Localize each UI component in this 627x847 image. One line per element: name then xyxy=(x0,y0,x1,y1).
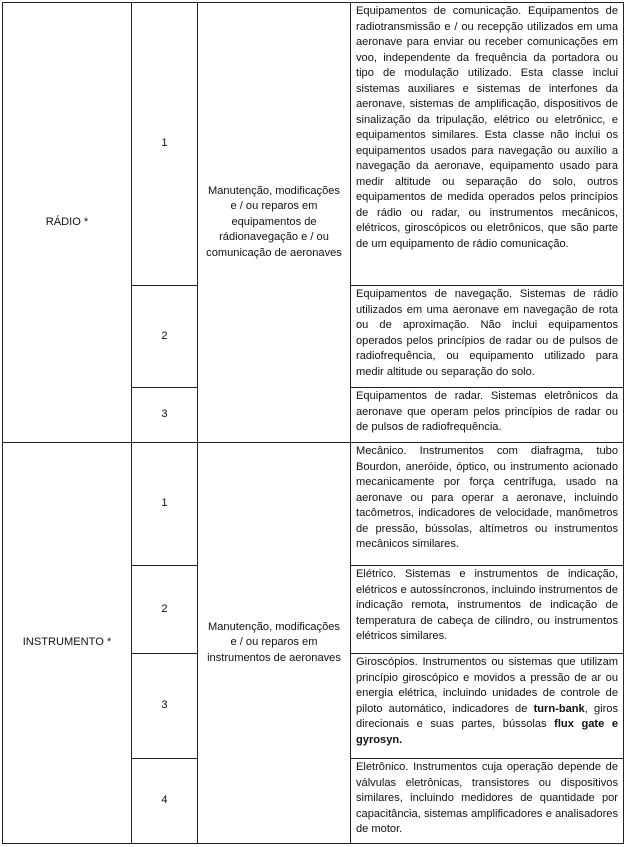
work-description-radio: Manutenção, modificações e / ou reparos em equipamentos de rádionavegação e / ou comunicação de aeronaves xyxy=(198,3,351,443)
desc-bold-term: turn-bank xyxy=(533,702,585,715)
ratings-table xyxy=(2,2,624,844)
category-instrument: INSTRUMENTO * xyxy=(3,443,132,844)
class-number: 1 xyxy=(132,3,198,286)
class-description: Eletrônico. Instrumentos cuja operação depende de válvulas eletrônicas, transistores ou dispositivos similares, incluindo medidores de quantidade por capacitância, sistemas amplificadores e analisadores de motor. xyxy=(351,759,624,844)
class-description: Elétrico. Sistemas e instrumentos de indicação, elétricos e autossíncronos, incluindo instrumentos de indicação remota, instrumentos de indicação de temperatura de cabeça de cilindro, ou instrumentos elétricos similares. xyxy=(351,566,624,654)
class-description: Equipamentos de radar. Sistemas eletrônicos da aeronave que operam pelos princípios de radar ou de pulsos de radiofrequência. xyxy=(351,388,624,443)
class-number: 2 xyxy=(132,286,198,388)
desc-text: Giroscópios. Instrumentos ou sistemas que utilizam princípio giroscópico e movidos a pressão de ar ou energia elétrica, incluindo unidades de controle de piloto automático, indicadores de xyxy=(356,656,618,715)
class-number: 2 xyxy=(132,566,198,654)
class-description xyxy=(351,654,624,759)
table-row xyxy=(3,443,624,566)
desc-bold-term: flux gate e gyrosyn. xyxy=(356,718,618,746)
desc-text: , giros direcionais e suas partes, bússolas xyxy=(356,702,618,730)
class-number: 4 xyxy=(132,759,198,844)
class-number: 3 xyxy=(132,654,198,759)
table-row xyxy=(3,3,624,286)
class-description: Equipamentos de navegação. Sistemas de rádio utilizados em uma aeronave em navegação de rota ou de aproximação. Não inclui equipamentos operados pelos princípios de radar ou de pulsos de radiofrequência, ou equipamento utilizado para medir altitude ou separação do solo. xyxy=(351,286,624,388)
class-description: Equipamentos de comunicação. Equipamentos de radiotransmissão e / ou recepção utilizados em uma aeronave para enviar ou receber comunicações em voo, independente da frequência da portadora ou tipo de modulação utilizado. Esta classe inclui sistemas auxiliares e sistemas de interfones da aeronave, sistemas de amplificação, dispositivos de sinalização da tripulação, elétrico ou eletrônicc, e equipamentos similares. Esta classe não inclui os equipamentos usados para navegação ou auxílio a navegação da aeronave, equipamento usado para medir altitude ou separação do solo, outros equipamentos de medida operados pelos princípios de rádio ou radar, ou instrumentos mecânicos, elétricos, giroscópicos ou eletrônicos, que são parte de um equipamento de rádio comunicação. xyxy=(351,3,624,286)
work-description-instrument: Manutenção, modificações e / ou reparos em instrumentos de aeronaves xyxy=(198,443,351,844)
category-radio: RÁDIO * xyxy=(3,3,132,443)
class-number: 3 xyxy=(132,388,198,443)
class-description: Mecânico. Instrumentos com diafragma, tubo Bourdon, aneróide, óptico, ou instrumento acionado mecanicamente por força centrífuga, usado na aeronave ou para operar a aeronave, incluindo tacômetros, indicadores de velocidade, manômetros de pressão, bússolas, altímetros ou instrumentos mecânicos similares. xyxy=(351,443,624,566)
class-number: 1 xyxy=(132,443,198,566)
